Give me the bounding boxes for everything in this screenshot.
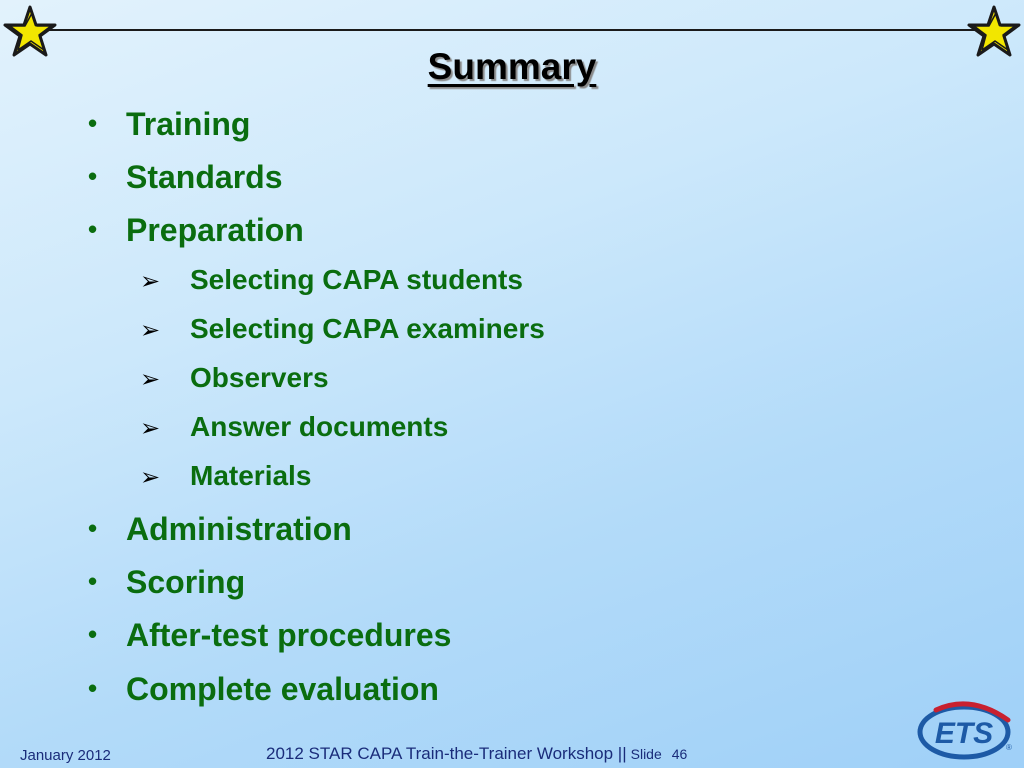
bullet-marker: • <box>88 108 98 138</box>
bullet-item <box>88 619 451 651</box>
bullet-text: Preparation <box>126 212 304 248</box>
footer-workshop-title: 2012 STAR CAPA Train-the-Trainer Workshop || <box>266 744 627 763</box>
bullet-text: Standards <box>126 159 283 195</box>
sub-bullet-text: Answer documents <box>190 411 449 442</box>
arrowhead-icon: ➢ <box>140 317 161 344</box>
registered-mark: ® <box>1006 743 1012 752</box>
bullet-item <box>88 673 439 705</box>
footer-workshop <box>266 744 687 764</box>
bullet-text: Scoring <box>126 564 246 600</box>
sub-bullet-text: Selecting CAPA examiners <box>190 313 545 344</box>
slide-title: Summary <box>427 46 597 87</box>
bullet-marker: • <box>88 161 98 191</box>
bullet-marker: • <box>88 673 98 703</box>
footer-slide-label: Slide <box>630 746 662 762</box>
bullet-marker: • <box>88 566 98 596</box>
bullet-marker: • <box>88 619 98 649</box>
bullet-text: Training <box>126 106 251 142</box>
arrowhead-icon: ➢ <box>140 415 161 442</box>
sub-bullet-text: Selecting CAPA students <box>190 264 523 295</box>
arrowhead-icon: ➢ <box>140 366 161 393</box>
sub-bullet-text: Materials <box>190 460 312 491</box>
bullet-item <box>88 108 250 140</box>
footer-slide-number: 46 <box>671 746 688 762</box>
sub-bullet-item <box>140 364 329 392</box>
header-rule <box>40 29 984 31</box>
bullet-text: After-test procedures <box>126 617 452 653</box>
bullet-marker: • <box>88 513 98 543</box>
bullet-item <box>88 214 304 246</box>
sub-bullet-item <box>140 315 545 343</box>
bullet-text: Complete evaluation <box>126 671 439 707</box>
arrowhead-icon: ➢ <box>140 464 161 491</box>
bullet-text: Administration <box>126 511 352 547</box>
ets-logo <box>916 696 1016 760</box>
sub-bullet-item <box>140 462 311 490</box>
bullet-item <box>88 161 282 193</box>
footer-date: January 2012 <box>20 747 111 764</box>
bullet-marker: • <box>88 214 98 244</box>
sub-bullet-text: Observers <box>190 362 329 393</box>
sub-bullet-item <box>140 266 523 294</box>
sub-bullet-item <box>140 413 448 441</box>
bullet-item <box>88 513 352 545</box>
ets-logo-text: ETS <box>934 717 994 750</box>
bullet-item <box>88 566 245 598</box>
arrowhead-icon: ➢ <box>140 268 161 295</box>
